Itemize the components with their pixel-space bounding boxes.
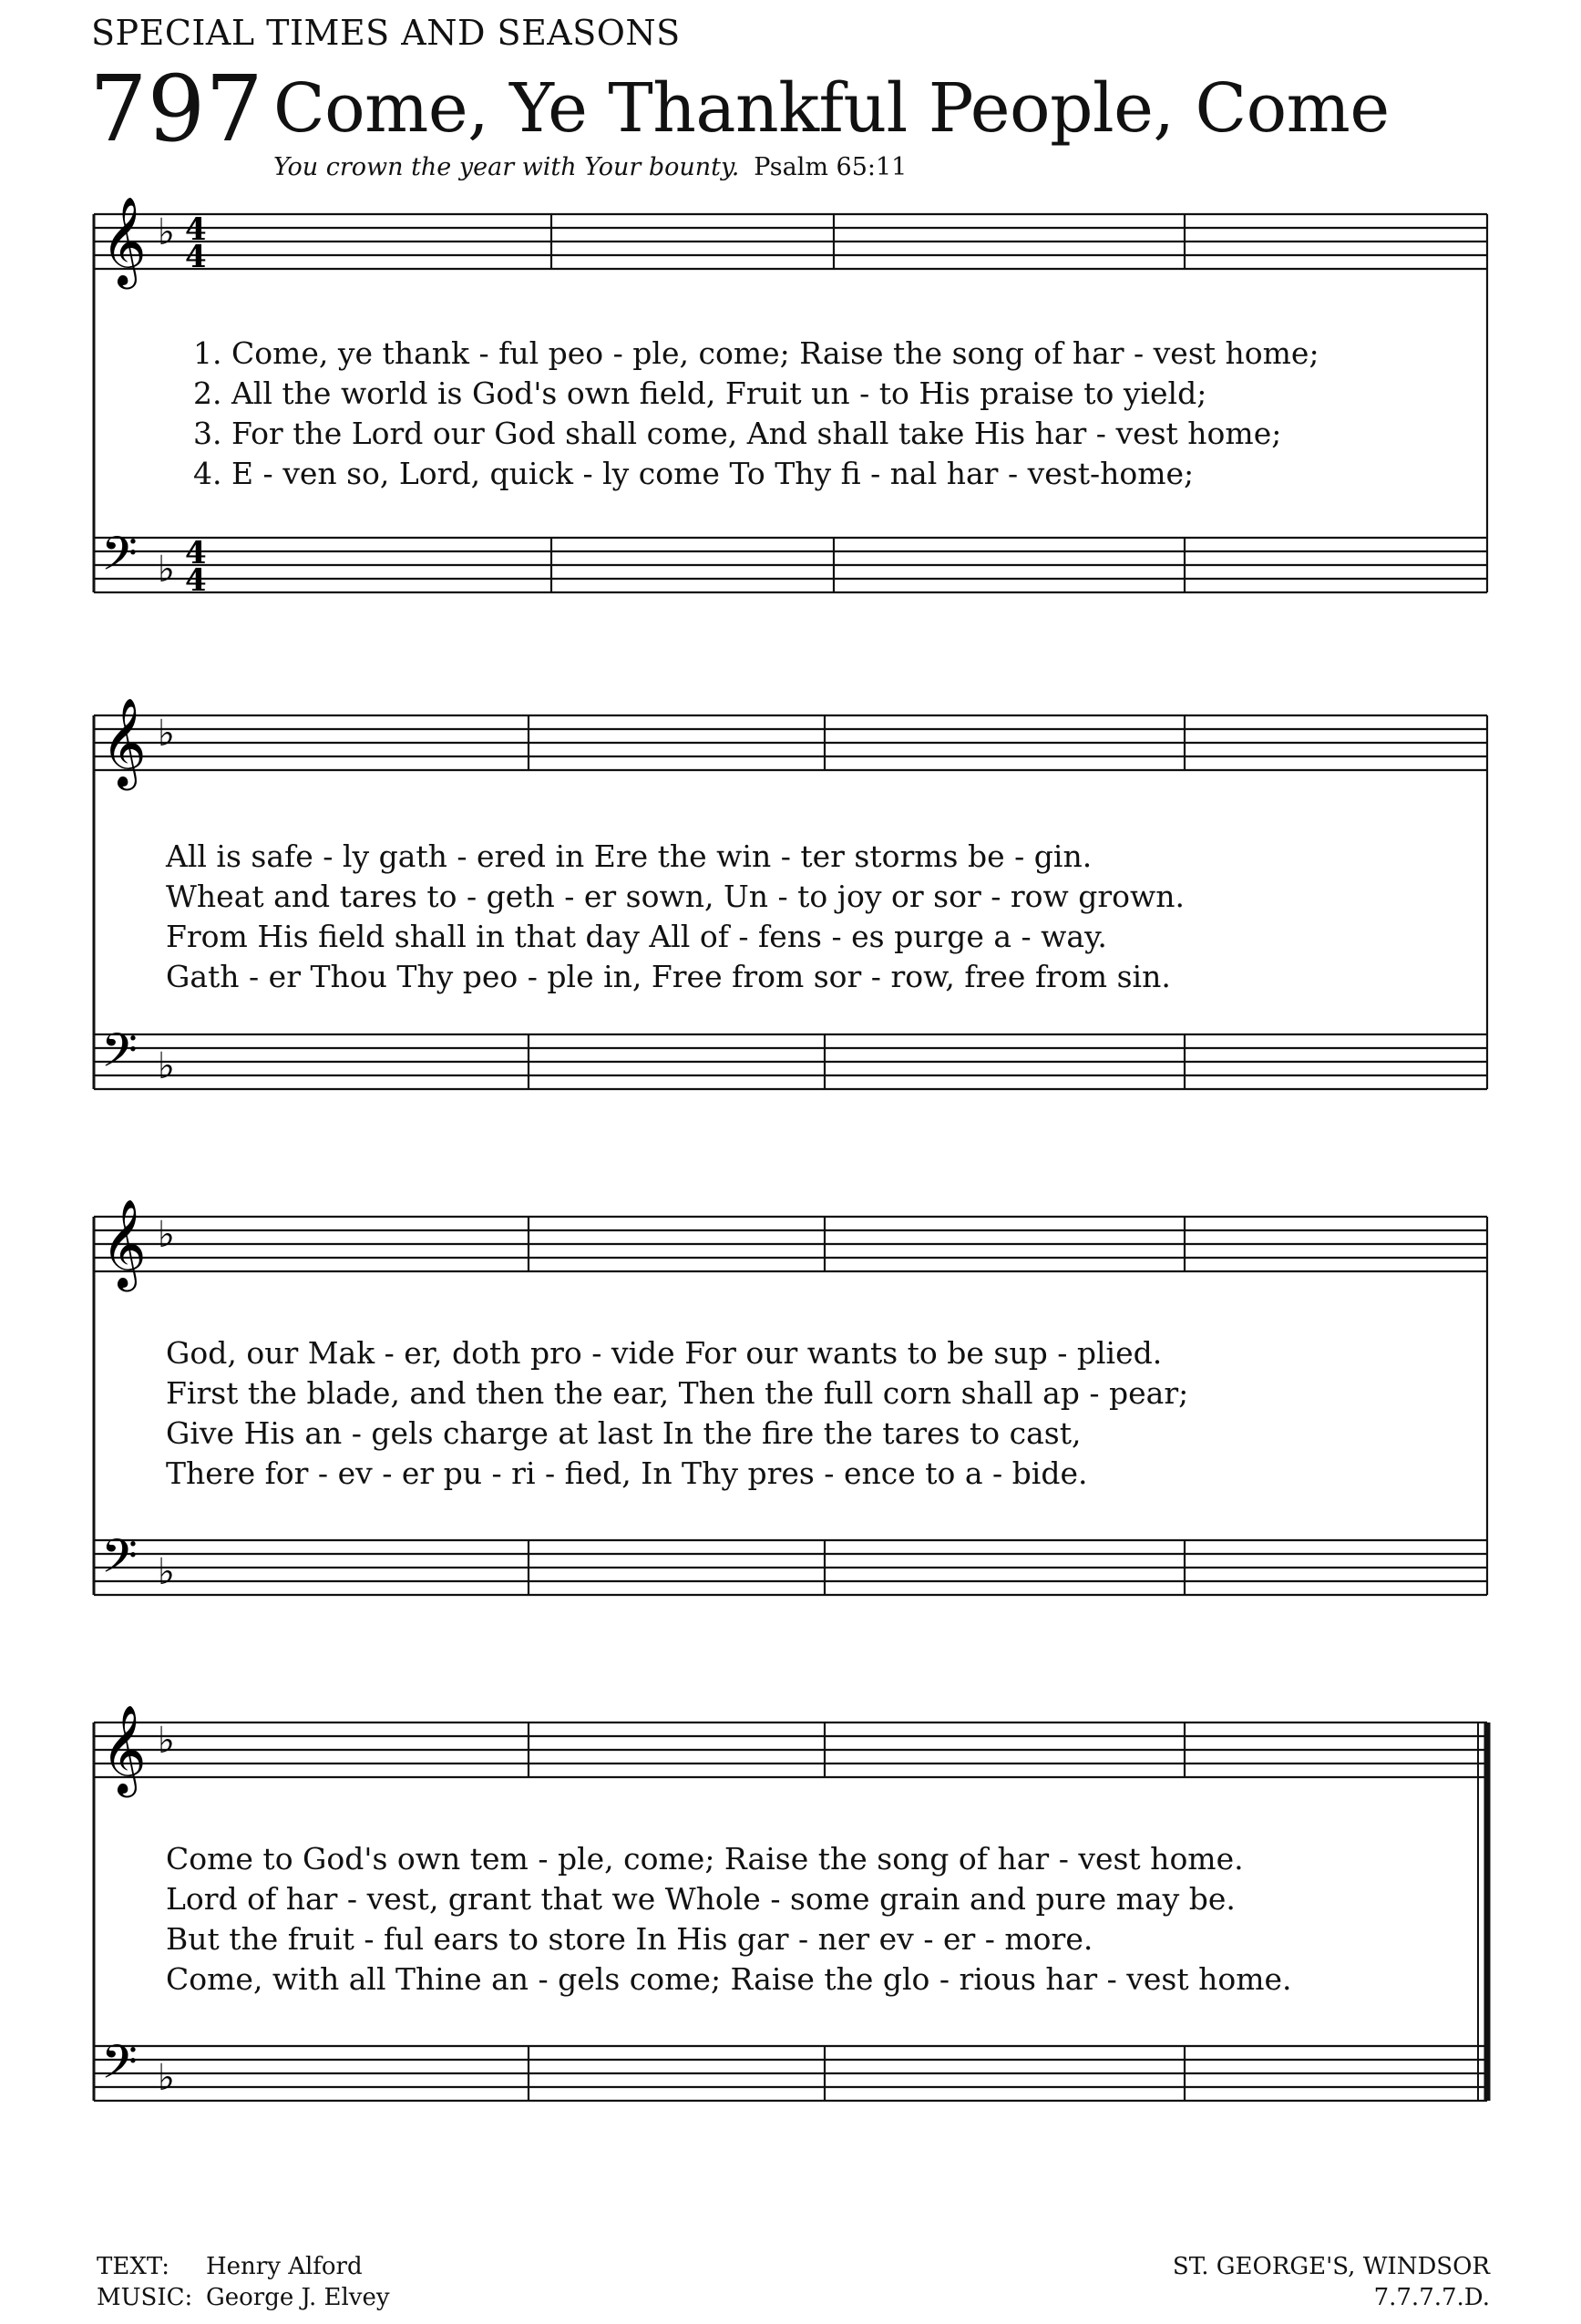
lyric-line-system1-verse3: 3. For the Lord our God shall come, And shall take His har - vest home;: [193, 416, 1282, 451]
lyric-line-system4-verse1: Come to God's own tem - ple, come; Raise the song of har - vest home.: [166, 1841, 1244, 1877]
text-credit-label: TEXT:: [97, 2253, 170, 2280]
treble-clef: 𝄞: [101, 1198, 147, 1288]
bass-clef: 𝄢: [101, 526, 138, 592]
key-signature-flat: ♭: [158, 1551, 175, 1593]
music-credit-author: George J. Elvey: [206, 2284, 390, 2311]
bass-clef: 𝄢: [101, 2034, 138, 2101]
section-heading: SPECIAL TIMES AND SEASONS: [91, 13, 681, 53]
time-signature-top: 4: [185, 535, 207, 571]
lyric-line-system4-verse4: Come, with all Thine an - gels come; Raise the glo - rious har - vest home.: [166, 1961, 1292, 1997]
lyric-line-system2-verse4: Gath - er Thou Thy peo - ple in, Free from sor - row, free from sin.: [166, 959, 1171, 994]
lyric-line-system2-verse2: Wheat and tares to - geth - er sown, Un - to joy or sor - row grown.: [166, 879, 1185, 914]
lyric-line-system3-verse4: There for - ev - er pu - ri - fied, In Thy pres - ence to a - bide.: [166, 1455, 1088, 1491]
lyric-line-system2-verse1: All is safe - ly gath - ered in Ere the win - ter storms be - gin.: [166, 838, 1093, 874]
lyric-line-system3-verse3: Give His an - gels charge at last In the fire the tares to cast,: [166, 1415, 1082, 1451]
lyric-line-system1-verse2: 2. All the world is God's own field, Fruit un - to His praise to yield;: [193, 375, 1207, 411]
lyric-line-system3-verse1: God, our Mak - er, doth pro - vide For our wants to be sup - plied.: [166, 1335, 1163, 1371]
lyric-line-system3-verse2: First the blade, and then the ear, Then the full corn shall ap - pear;: [166, 1375, 1189, 1411]
epigraph-reference: Psalm 65:11: [754, 153, 908, 181]
tune-name: ST. GEORGE'S, WINDSOR: [1172, 2253, 1490, 2280]
lyric-line-system4-verse3: But the fruit - ful ears to store In His gar - ner ev - er - more.: [166, 1921, 1093, 1957]
epigraph-quote: You crown the year with Your bounty.: [273, 153, 740, 181]
lyric-line-system4-verse2: Lord of har - vest, grant that we Whole - some grain and pure may be.: [166, 1881, 1236, 1917]
music-credit-label: MUSIC:: [97, 2284, 193, 2311]
key-signature-flat: ♭: [158, 549, 175, 591]
treble-clef: 𝄞: [101, 697, 147, 787]
meter: 7.7.7.7.D.: [1373, 2284, 1490, 2311]
hymn-title: Come, Ye Thankful People, Come: [273, 69, 1390, 148]
text-credit-author: Henry Alford: [206, 2253, 363, 2280]
key-signature-flat: ♭: [158, 2057, 175, 2099]
bass-clef: 𝄢: [101, 1023, 138, 1089]
bass-clef: 𝄢: [101, 1528, 138, 1595]
key-signature-flat: ♭: [158, 1720, 175, 1762]
time-signature-bottom: 4: [185, 562, 207, 599]
time-signature-top: 4: [185, 211, 207, 248]
lyric-line-system1-verse4: 4. E - ven so, Lord, quick - ly come To Thy fi - nal har - vest-home;: [193, 456, 1195, 491]
key-signature-flat: ♭: [158, 1214, 175, 1256]
hymn-number: 797: [89, 56, 263, 162]
music-credit: [97, 2284, 390, 2311]
text-credit: [97, 2253, 363, 2280]
lyric-line-system1-verse1: 1. Come, ye thank - ful peo - ple, come; Raise the song of har - vest home;: [193, 335, 1319, 371]
key-signature-flat: ♭: [158, 1045, 175, 1087]
key-signature-flat: ♭: [158, 211, 175, 253]
time-signature-bottom: 4: [185, 239, 207, 275]
treble-clef: 𝄞: [101, 1704, 147, 1794]
treble-clef: 𝄞: [101, 196, 147, 285]
key-signature-flat: ♭: [158, 713, 175, 755]
lyric-line-system2-verse3: From His field shall in that day All of - fens - es purge a - way.: [166, 919, 1107, 954]
